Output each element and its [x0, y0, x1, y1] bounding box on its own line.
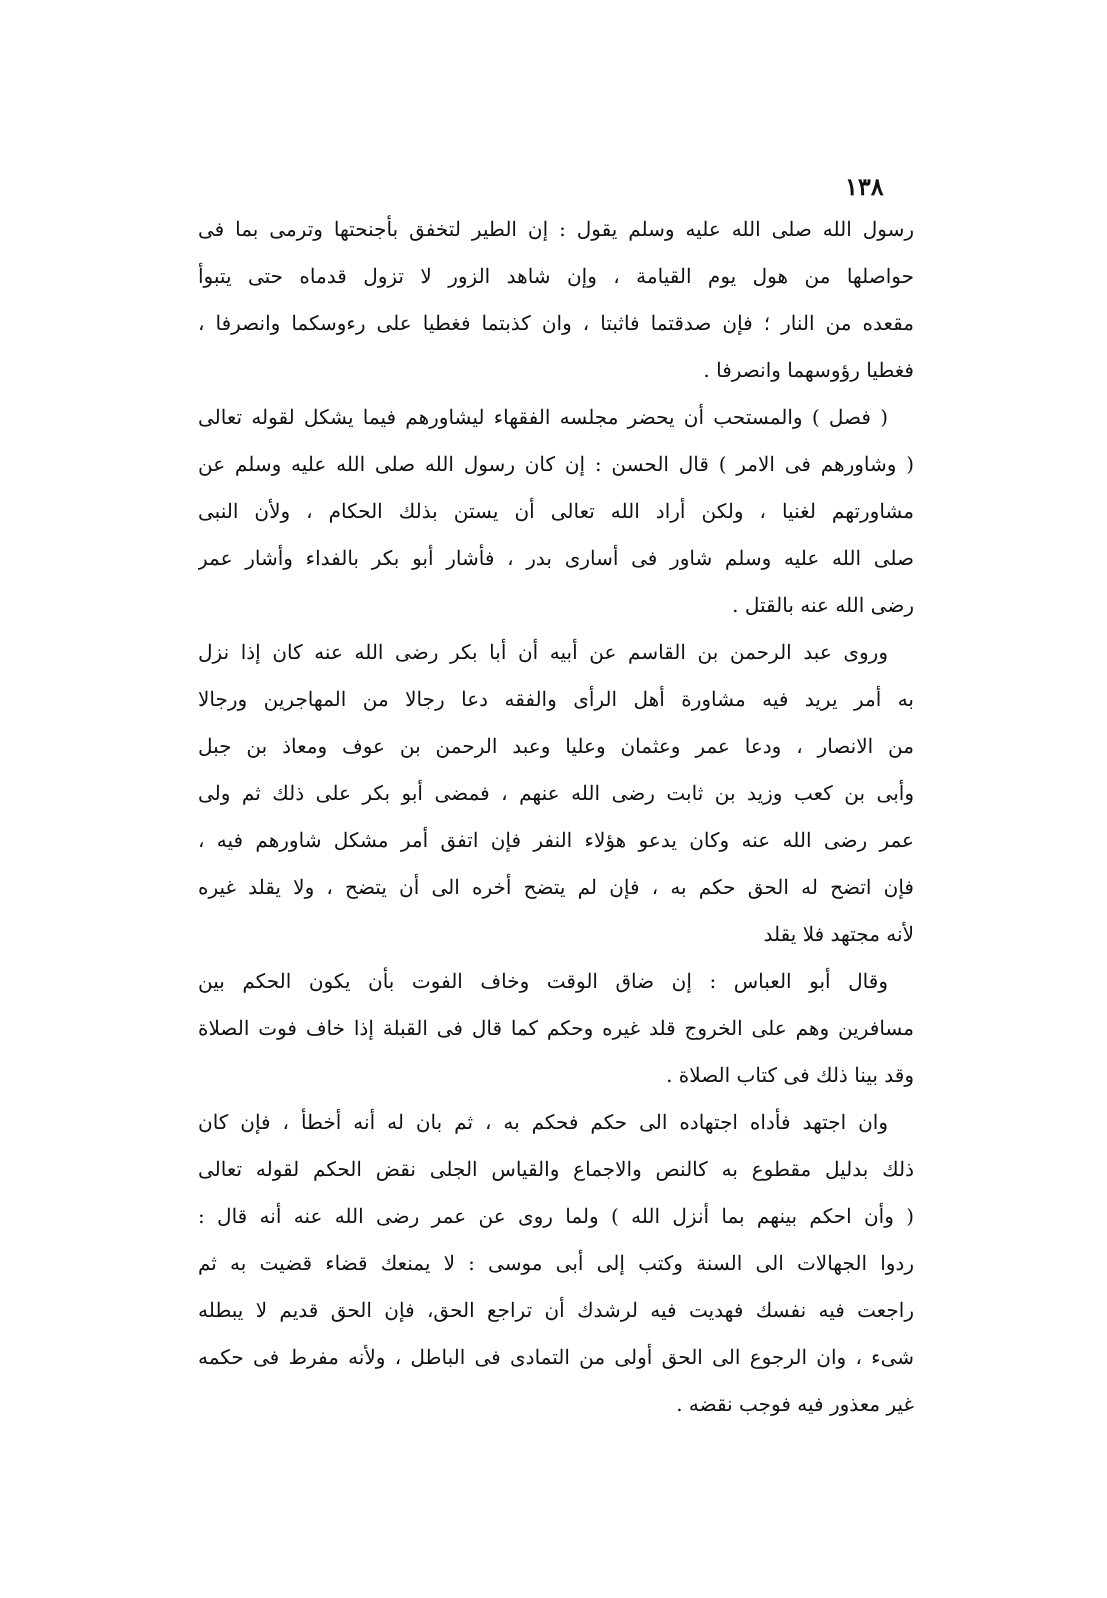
text-line: مسافرين وهم على الخروج قلد غيره وحكم كما قال فى القبلة إذا خاف فوت الصلاة [198, 1016, 914, 1040]
text-line: به أمر يريد فيه مشاورة أهل الرأى والفقه دعا رجالا من المهاجرين ورجالا [198, 687, 914, 711]
paragraph [198, 1099, 914, 1428]
text-line: شىء ، وان الرجوع الى الحق أولى من التمادى فى الباطل ، ولأنه مفرط فى حكمه [198, 1345, 914, 1369]
text-line: صلى الله عليه وسلم شاور فى أسارى بدر ، فأشار أبو بكر بالفداء وأشار عمر [198, 546, 914, 570]
text-line: عمر رضى الله عنه وكان يدعو هؤلاء النفر فإن اتفق أمر مشكل شاورهم فيه ، [198, 828, 914, 852]
text-line: راجعت فيه نفسك فهديت فيه لرشدك أن تراجع الحق، فإن الحق قديم لا يبطله [198, 1298, 914, 1322]
paragraph [198, 629, 914, 958]
body-text [198, 206, 914, 1428]
text-line: رضى الله عنه بالقتل . [732, 593, 914, 617]
text-line: ردوا الجهالات الى السنة وكتب إلى أبى موسى : لا يمنعك قضاء قضيت به ثم [198, 1251, 914, 1275]
text-line: ( وشاورهم فى الامر ) قال الحسن : إن كان رسول الله صلى الله عليه وسلم عن [198, 452, 914, 476]
text-line: مقعده من النار ؛ فإن صدقتما فاثبتا ، وان كذبتما فغطيا على رءوسكما وانصرفا ، [198, 311, 914, 335]
text-line: غير معذور فيه فوجب نقضه . [676, 1392, 914, 1416]
text-line: من الانصار ، ودعا عمر وعثمان وعليا وعبد الرحمن بن عوف ومعاذ بن جبل [198, 734, 914, 758]
text-line: حواصلها من هول يوم القيامة ، وإن شاهد الزور لا تزول قدماه حتى يتبوأ [198, 264, 914, 288]
paragraph [198, 394, 914, 629]
text-line: رسول الله صلى الله عليه وسلم يقول : إن الطير لتخفق بأجنحتها وترمى بما فى [198, 217, 914, 241]
text-line: وأبى بن كعب وزيد بن ثابت رضى الله عنهم ، فمضى أبو بكر على ذلك ثم ولى [198, 781, 914, 805]
text-line: وان اجتهد فأداه اجتهاده الى حكم فحكم به ، ثم بان له أنه أخطأ ، فإن كان [198, 1110, 888, 1134]
text-line: فغطيا رؤوسهما وانصرفا . [703, 358, 914, 382]
text-line: ذلك بدليل مقطوع به كالنص والاجماع والقياس الجلى نقض الحكم لقوله تعالى [198, 1157, 914, 1181]
text-line: مشاورتهم لغنيا ، ولكن أراد الله تعالى أن يستن بذلك الحكام ، ولأن النبى [198, 499, 914, 523]
paragraph [198, 206, 914, 394]
text-line: وقد بينا ذلك فى كتاب الصلاة . [666, 1063, 914, 1087]
paragraph [198, 958, 914, 1099]
text-line: لأنه مجتهد فلا يقلد [763, 922, 914, 946]
text-line: ( وأن احكم بينهم بما أنزل الله ) ولما روى عن عمر رضى الله عنه أنه قال : [198, 1204, 914, 1228]
text-line: فإن اتضح له الحق حكم به ، فإن لم يتضح أخره الى أن يتضح ، ولا يقلد غيره [198, 875, 914, 899]
text-line: ( فصل ) والمستحب أن يحضر مجلسه الفقهاء ليشاورهم فيما يشكل لقوله تعالى [198, 405, 888, 429]
page-number: ١٣٨ [845, 172, 884, 201]
text-line: وقال أبو العباس : إن ضاق الوقت وخاف الفوت بأن يكون الحكم بين [198, 969, 888, 993]
text-line: وروى عبد الرحمن بن القاسم عن أبيه أن أبا بكر رضى الله عنه كان إذا نزل [198, 640, 888, 664]
